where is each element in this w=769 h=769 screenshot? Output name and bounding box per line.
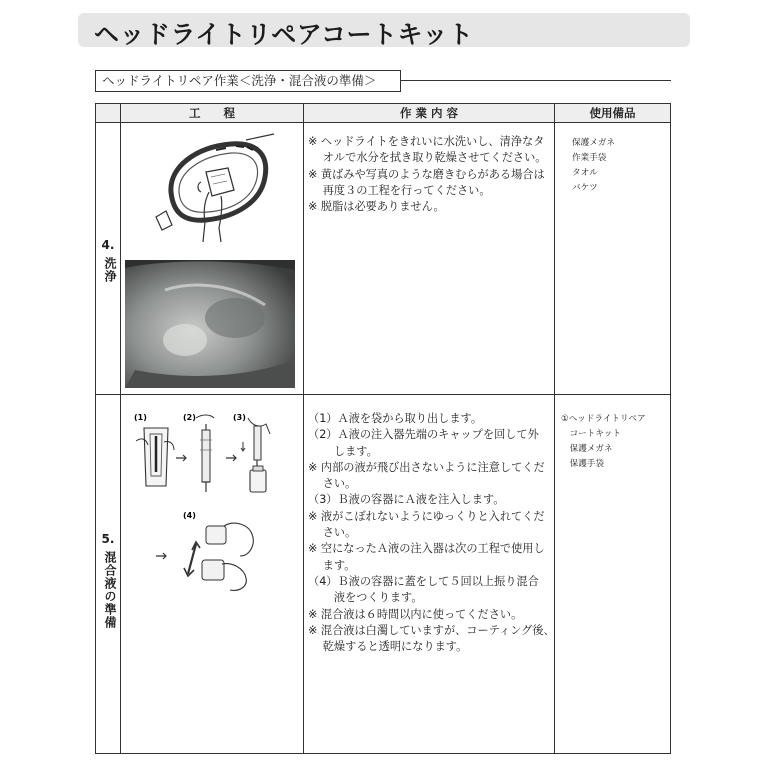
instruction-line: （4）Ｂ液の容器に蓋をして５回以上振り混合 xyxy=(308,574,539,588)
instruction-line: ※ 黄ばみや写真のような磨きむらがある場合は xyxy=(308,167,545,181)
mixing-illustration xyxy=(126,406,301,606)
step-number: 4. xyxy=(101,238,115,252)
header-equipment: 使用備品 xyxy=(555,104,670,122)
equipment-item: 保護メガネ xyxy=(572,138,615,148)
section-heading: ヘッドライトリペア作業＜洗浄・混合液の準備＞ xyxy=(95,70,401,92)
instruction-line: ※ 空になったＡ液の注入器は次の工程で使用し xyxy=(308,542,545,556)
instruction-line: 液をつくります。 xyxy=(308,591,423,605)
step-label-4: (4) xyxy=(183,511,196,520)
equipment-item: 保護メガネ xyxy=(561,444,613,454)
instruction-line: ます。 xyxy=(308,558,356,572)
step-label-3: (3) xyxy=(233,413,246,422)
equipment-item: コートキット xyxy=(561,429,621,439)
instruction-line: ※ 液がこぼれないようにゆっくりと入れてくだ xyxy=(308,509,545,523)
instruction-line: します。 xyxy=(308,444,378,458)
step-name: 混合液の準備 xyxy=(103,551,117,629)
header-content: 作 業 内 容 xyxy=(304,104,554,122)
step-5-equipment xyxy=(561,412,646,472)
washing-illustration xyxy=(151,132,276,252)
step-label-2: (2) xyxy=(183,413,196,422)
col-divider-2 xyxy=(303,104,304,753)
section-divider xyxy=(401,80,671,81)
instruction-line: ※ 混合液は６時間以内に使ってください。 xyxy=(308,607,523,621)
equipment-item: タオル xyxy=(572,168,598,178)
header-blank-cell xyxy=(96,104,120,122)
step-4-instructions xyxy=(308,134,547,215)
instruction-line: さい。 xyxy=(308,477,357,491)
instruction-line: （3）Ｂ液の容器にＡ液を注入します。 xyxy=(308,493,505,507)
equipment-item: ①ヘッドライトリペア xyxy=(561,414,646,424)
step-number: 5. xyxy=(101,532,115,546)
instruction-line: （2）Ａ液の注入器先端のキャップを回して外 xyxy=(308,428,539,442)
page-title: ヘッドライトリペアコートキット xyxy=(94,20,474,49)
header-rule xyxy=(96,122,670,123)
instruction-line: オルで水分を拭き取り乾燥させてください。 xyxy=(308,151,547,165)
headlight-photo xyxy=(125,260,295,388)
step-name: 洗浄 xyxy=(103,257,117,283)
equipment-item: バケツ xyxy=(572,183,598,193)
instruction-line: 再度３の工程を行ってください。 xyxy=(308,183,491,197)
instruction-line: 乾燥すると透明になります。 xyxy=(308,640,468,654)
equipment-item: 保護手袋 xyxy=(561,459,604,469)
instruction-line: ※ 内部の液が飛び出さないように注意してくだ xyxy=(308,460,545,474)
header-process: 工 程 xyxy=(121,104,303,122)
procedure-table xyxy=(95,103,671,754)
instruction-line: さい。 xyxy=(308,526,357,540)
step-5-instructions xyxy=(308,411,555,655)
equipment-item: 作業手袋 xyxy=(572,153,607,163)
instruction-line: （1）Ａ液を袋から取り出します。 xyxy=(308,412,483,425)
col-divider-1 xyxy=(120,104,121,753)
step-label-1: (1) xyxy=(134,413,147,422)
step-4-equipment xyxy=(572,136,615,196)
instruction-line: ※ ヘッドライトをきれいに水洗いし、清浄なタ xyxy=(308,135,545,148)
title-bar xyxy=(78,13,690,47)
instruction-line: ※ 混合液は白濁していますが、コーティング後、 xyxy=(308,623,555,637)
row-divider xyxy=(96,394,670,395)
instruction-line: ※ 脱脂は必要ありません。 xyxy=(308,200,445,214)
